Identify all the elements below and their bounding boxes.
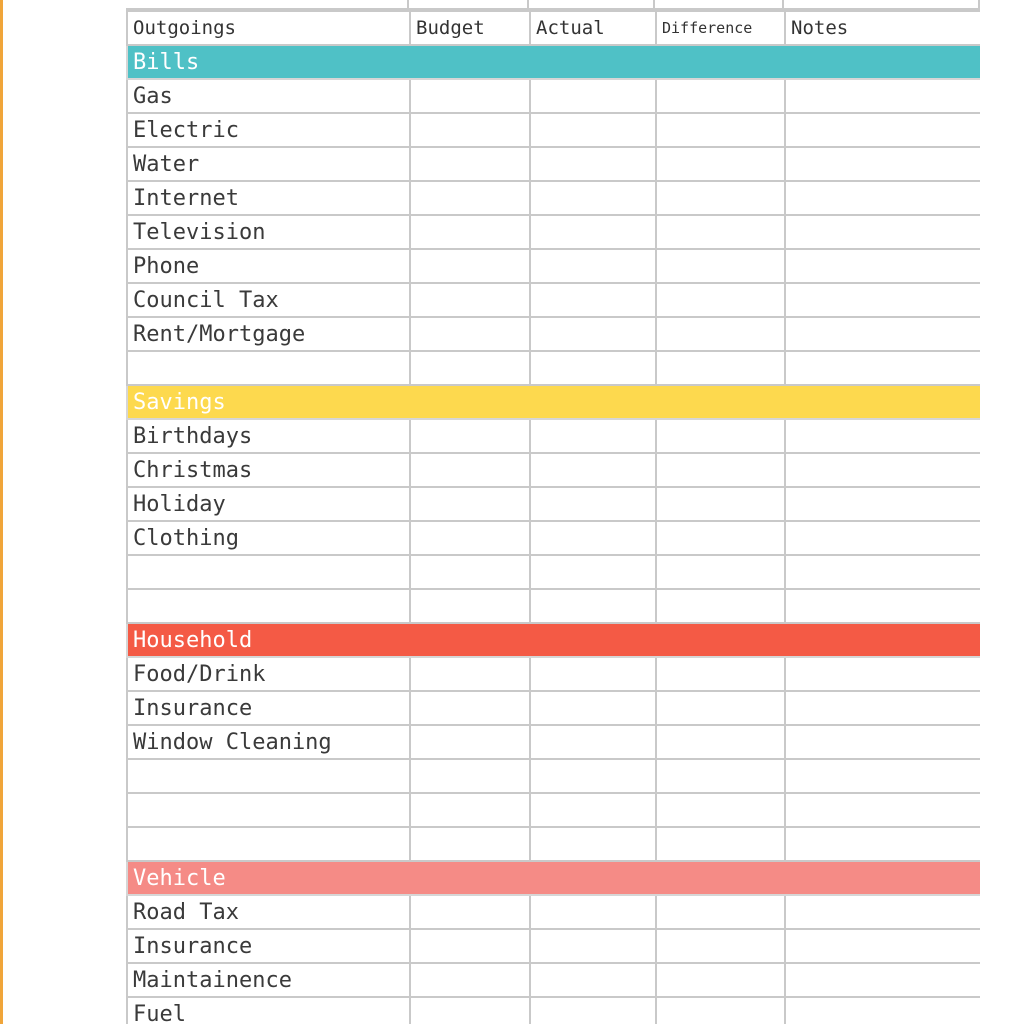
- notes-cell[interactable]: [785, 419, 980, 453]
- item-label: Window Cleaning: [127, 725, 410, 759]
- difference-cell[interactable]: [656, 827, 785, 861]
- table-row: [127, 283, 980, 317]
- notes-cell[interactable]: [785, 521, 980, 555]
- actual-cell[interactable]: [530, 793, 656, 827]
- item-label: Phone: [127, 249, 410, 283]
- actual-cell[interactable]: [530, 929, 656, 963]
- budget-cell[interactable]: [410, 113, 530, 147]
- notes-cell[interactable]: [785, 895, 980, 929]
- notes-cell[interactable]: [785, 453, 980, 487]
- difference-cell[interactable]: [656, 725, 785, 759]
- difference-cell[interactable]: [656, 419, 785, 453]
- notes-cell[interactable]: [785, 997, 980, 1024]
- actual-cell[interactable]: [530, 725, 656, 759]
- notes-cell[interactable]: [785, 487, 980, 521]
- budget-cell[interactable]: [410, 725, 530, 759]
- notes-cell[interactable]: [785, 759, 980, 793]
- actual-cell[interactable]: [530, 249, 656, 283]
- notes-cell[interactable]: [785, 79, 980, 113]
- notes-cell[interactable]: [785, 793, 980, 827]
- budget-cell[interactable]: [410, 249, 530, 283]
- section-title: Vehicle: [127, 861, 980, 895]
- header-difference: Difference: [656, 11, 785, 45]
- section-title: Bills: [127, 45, 980, 79]
- table-row: [127, 657, 980, 691]
- table-row: [127, 929, 980, 963]
- item-label: Birthdays: [127, 419, 410, 453]
- difference-cell[interactable]: [656, 521, 785, 555]
- table-row: [127, 453, 980, 487]
- table-row: [127, 317, 980, 351]
- notes-cell[interactable]: [785, 215, 980, 249]
- actual-cell[interactable]: [530, 827, 656, 861]
- budget-cell[interactable]: [410, 827, 530, 861]
- budget-cell[interactable]: [410, 351, 530, 385]
- section-row: [127, 45, 980, 79]
- table-row: [127, 147, 980, 181]
- actual-cell[interactable]: [530, 521, 656, 555]
- actual-cell[interactable]: [530, 589, 656, 623]
- section-row: [127, 385, 980, 419]
- item-label: Electric: [127, 113, 410, 147]
- difference-cell[interactable]: [656, 487, 785, 521]
- difference-cell[interactable]: [656, 351, 785, 385]
- item-label: [127, 793, 410, 827]
- actual-cell[interactable]: [530, 759, 656, 793]
- actual-cell[interactable]: [530, 147, 656, 181]
- notes-cell[interactable]: [785, 589, 980, 623]
- difference-cell[interactable]: [656, 147, 785, 181]
- budget-cell[interactable]: [410, 453, 530, 487]
- budget-cell[interactable]: [410, 283, 530, 317]
- actual-cell[interactable]: [530, 555, 656, 589]
- item-label: Clothing: [127, 521, 410, 555]
- table-row: [127, 113, 980, 147]
- notes-cell[interactable]: [785, 725, 980, 759]
- actual-cell[interactable]: [530, 113, 656, 147]
- budget-cell[interactable]: [410, 929, 530, 963]
- budget-table: [126, 10, 980, 1024]
- table-row: [127, 521, 980, 555]
- budget-cell[interactable]: [410, 589, 530, 623]
- header-outgoings: Outgoings: [127, 11, 410, 45]
- actual-cell[interactable]: [530, 79, 656, 113]
- difference-cell[interactable]: [656, 555, 785, 589]
- notes-cell[interactable]: [785, 317, 980, 351]
- difference-cell[interactable]: [656, 283, 785, 317]
- actual-cell[interactable]: [530, 895, 656, 929]
- item-label: Food/Drink: [127, 657, 410, 691]
- item-label: Road Tax: [127, 895, 410, 929]
- actual-cell[interactable]: [530, 317, 656, 351]
- notes-cell[interactable]: [785, 929, 980, 963]
- notes-cell[interactable]: [785, 963, 980, 997]
- budget-cell[interactable]: [410, 997, 530, 1024]
- budget-cell[interactable]: [410, 487, 530, 521]
- table-row: [127, 759, 980, 793]
- item-label: [127, 351, 410, 385]
- table-row: [127, 827, 980, 861]
- notes-cell[interactable]: [785, 249, 980, 283]
- difference-cell[interactable]: [656, 657, 785, 691]
- item-label: Holiday: [127, 487, 410, 521]
- budget-cell[interactable]: [410, 759, 530, 793]
- section-row: [127, 861, 980, 895]
- budget-cell[interactable]: [410, 895, 530, 929]
- table-row: [127, 419, 980, 453]
- budget-cell[interactable]: [410, 691, 530, 725]
- difference-cell[interactable]: [656, 759, 785, 793]
- difference-cell[interactable]: [656, 895, 785, 929]
- budget-cell[interactable]: [410, 147, 530, 181]
- difference-cell[interactable]: [656, 963, 785, 997]
- actual-cell[interactable]: [530, 419, 656, 453]
- table-row: [127, 555, 980, 589]
- difference-cell[interactable]: [656, 691, 785, 725]
- item-label: [127, 555, 410, 589]
- table-row: [127, 79, 980, 113]
- item-label: Fuel: [127, 997, 410, 1024]
- budget-sheet: [126, 0, 980, 1024]
- notes-cell[interactable]: [785, 147, 980, 181]
- difference-cell[interactable]: [656, 79, 785, 113]
- header-budget: Budget: [410, 11, 530, 45]
- difference-cell[interactable]: [656, 997, 785, 1024]
- item-label: Maintainence: [127, 963, 410, 997]
- section-row: [127, 623, 980, 657]
- table-row: [127, 181, 980, 215]
- actual-cell[interactable]: [530, 453, 656, 487]
- difference-cell[interactable]: [656, 453, 785, 487]
- item-label: [127, 589, 410, 623]
- table-row: [127, 215, 980, 249]
- difference-cell[interactable]: [656, 215, 785, 249]
- item-label: Rent/Mortgage: [127, 317, 410, 351]
- difference-cell[interactable]: [656, 929, 785, 963]
- actual-cell[interactable]: [530, 283, 656, 317]
- notes-cell[interactable]: [785, 113, 980, 147]
- table-row: [127, 487, 980, 521]
- table-row: [127, 895, 980, 929]
- actual-cell[interactable]: [530, 215, 656, 249]
- difference-cell[interactable]: [656, 589, 785, 623]
- difference-cell[interactable]: [656, 249, 785, 283]
- budget-cell[interactable]: [410, 521, 530, 555]
- budget-cell[interactable]: [410, 181, 530, 215]
- budget-cell[interactable]: [410, 555, 530, 589]
- budget-cell[interactable]: [410, 963, 530, 997]
- item-label: Television: [127, 215, 410, 249]
- table-row: [127, 691, 980, 725]
- table-row: [127, 963, 980, 997]
- table-row: [127, 351, 980, 385]
- notes-cell[interactable]: [785, 555, 980, 589]
- budget-cell[interactable]: [410, 79, 530, 113]
- actual-cell[interactable]: [530, 997, 656, 1024]
- notes-cell[interactable]: [785, 827, 980, 861]
- notes-cell[interactable]: [785, 283, 980, 317]
- item-label: Council Tax: [127, 283, 410, 317]
- section-title: Savings: [127, 385, 980, 419]
- actual-cell[interactable]: [530, 181, 656, 215]
- difference-cell[interactable]: [656, 181, 785, 215]
- notes-cell[interactable]: [785, 181, 980, 215]
- table-row: [127, 589, 980, 623]
- actual-cell[interactable]: [530, 963, 656, 997]
- budget-cell[interactable]: [410, 419, 530, 453]
- notes-cell[interactable]: [785, 351, 980, 385]
- item-label: Water: [127, 147, 410, 181]
- actual-cell[interactable]: [530, 657, 656, 691]
- budget-cell[interactable]: [410, 657, 530, 691]
- item-label: [127, 827, 410, 861]
- table-row: [127, 793, 980, 827]
- notes-cell[interactable]: [785, 657, 980, 691]
- budget-cell[interactable]: [410, 793, 530, 827]
- table-row: [127, 997, 980, 1024]
- difference-cell[interactable]: [656, 793, 785, 827]
- actual-cell[interactable]: [530, 351, 656, 385]
- notes-cell[interactable]: [785, 691, 980, 725]
- header-actual: Actual: [530, 11, 656, 45]
- section-title: Household: [127, 623, 980, 657]
- item-label: Insurance: [127, 691, 410, 725]
- header-row: [127, 11, 980, 45]
- item-label: [127, 759, 410, 793]
- difference-cell[interactable]: [656, 317, 785, 351]
- table-row: [127, 249, 980, 283]
- actual-cell[interactable]: [530, 691, 656, 725]
- top-row-stub: [126, 0, 980, 10]
- budget-cell[interactable]: [410, 317, 530, 351]
- item-label: Insurance: [127, 929, 410, 963]
- header-notes: Notes: [785, 11, 980, 45]
- page-edge: [0, 0, 3, 1024]
- budget-cell[interactable]: [410, 215, 530, 249]
- item-label: Christmas: [127, 453, 410, 487]
- table-row: [127, 725, 980, 759]
- actual-cell[interactable]: [530, 487, 656, 521]
- item-label: Gas: [127, 79, 410, 113]
- difference-cell[interactable]: [656, 113, 785, 147]
- item-label: Internet: [127, 181, 410, 215]
